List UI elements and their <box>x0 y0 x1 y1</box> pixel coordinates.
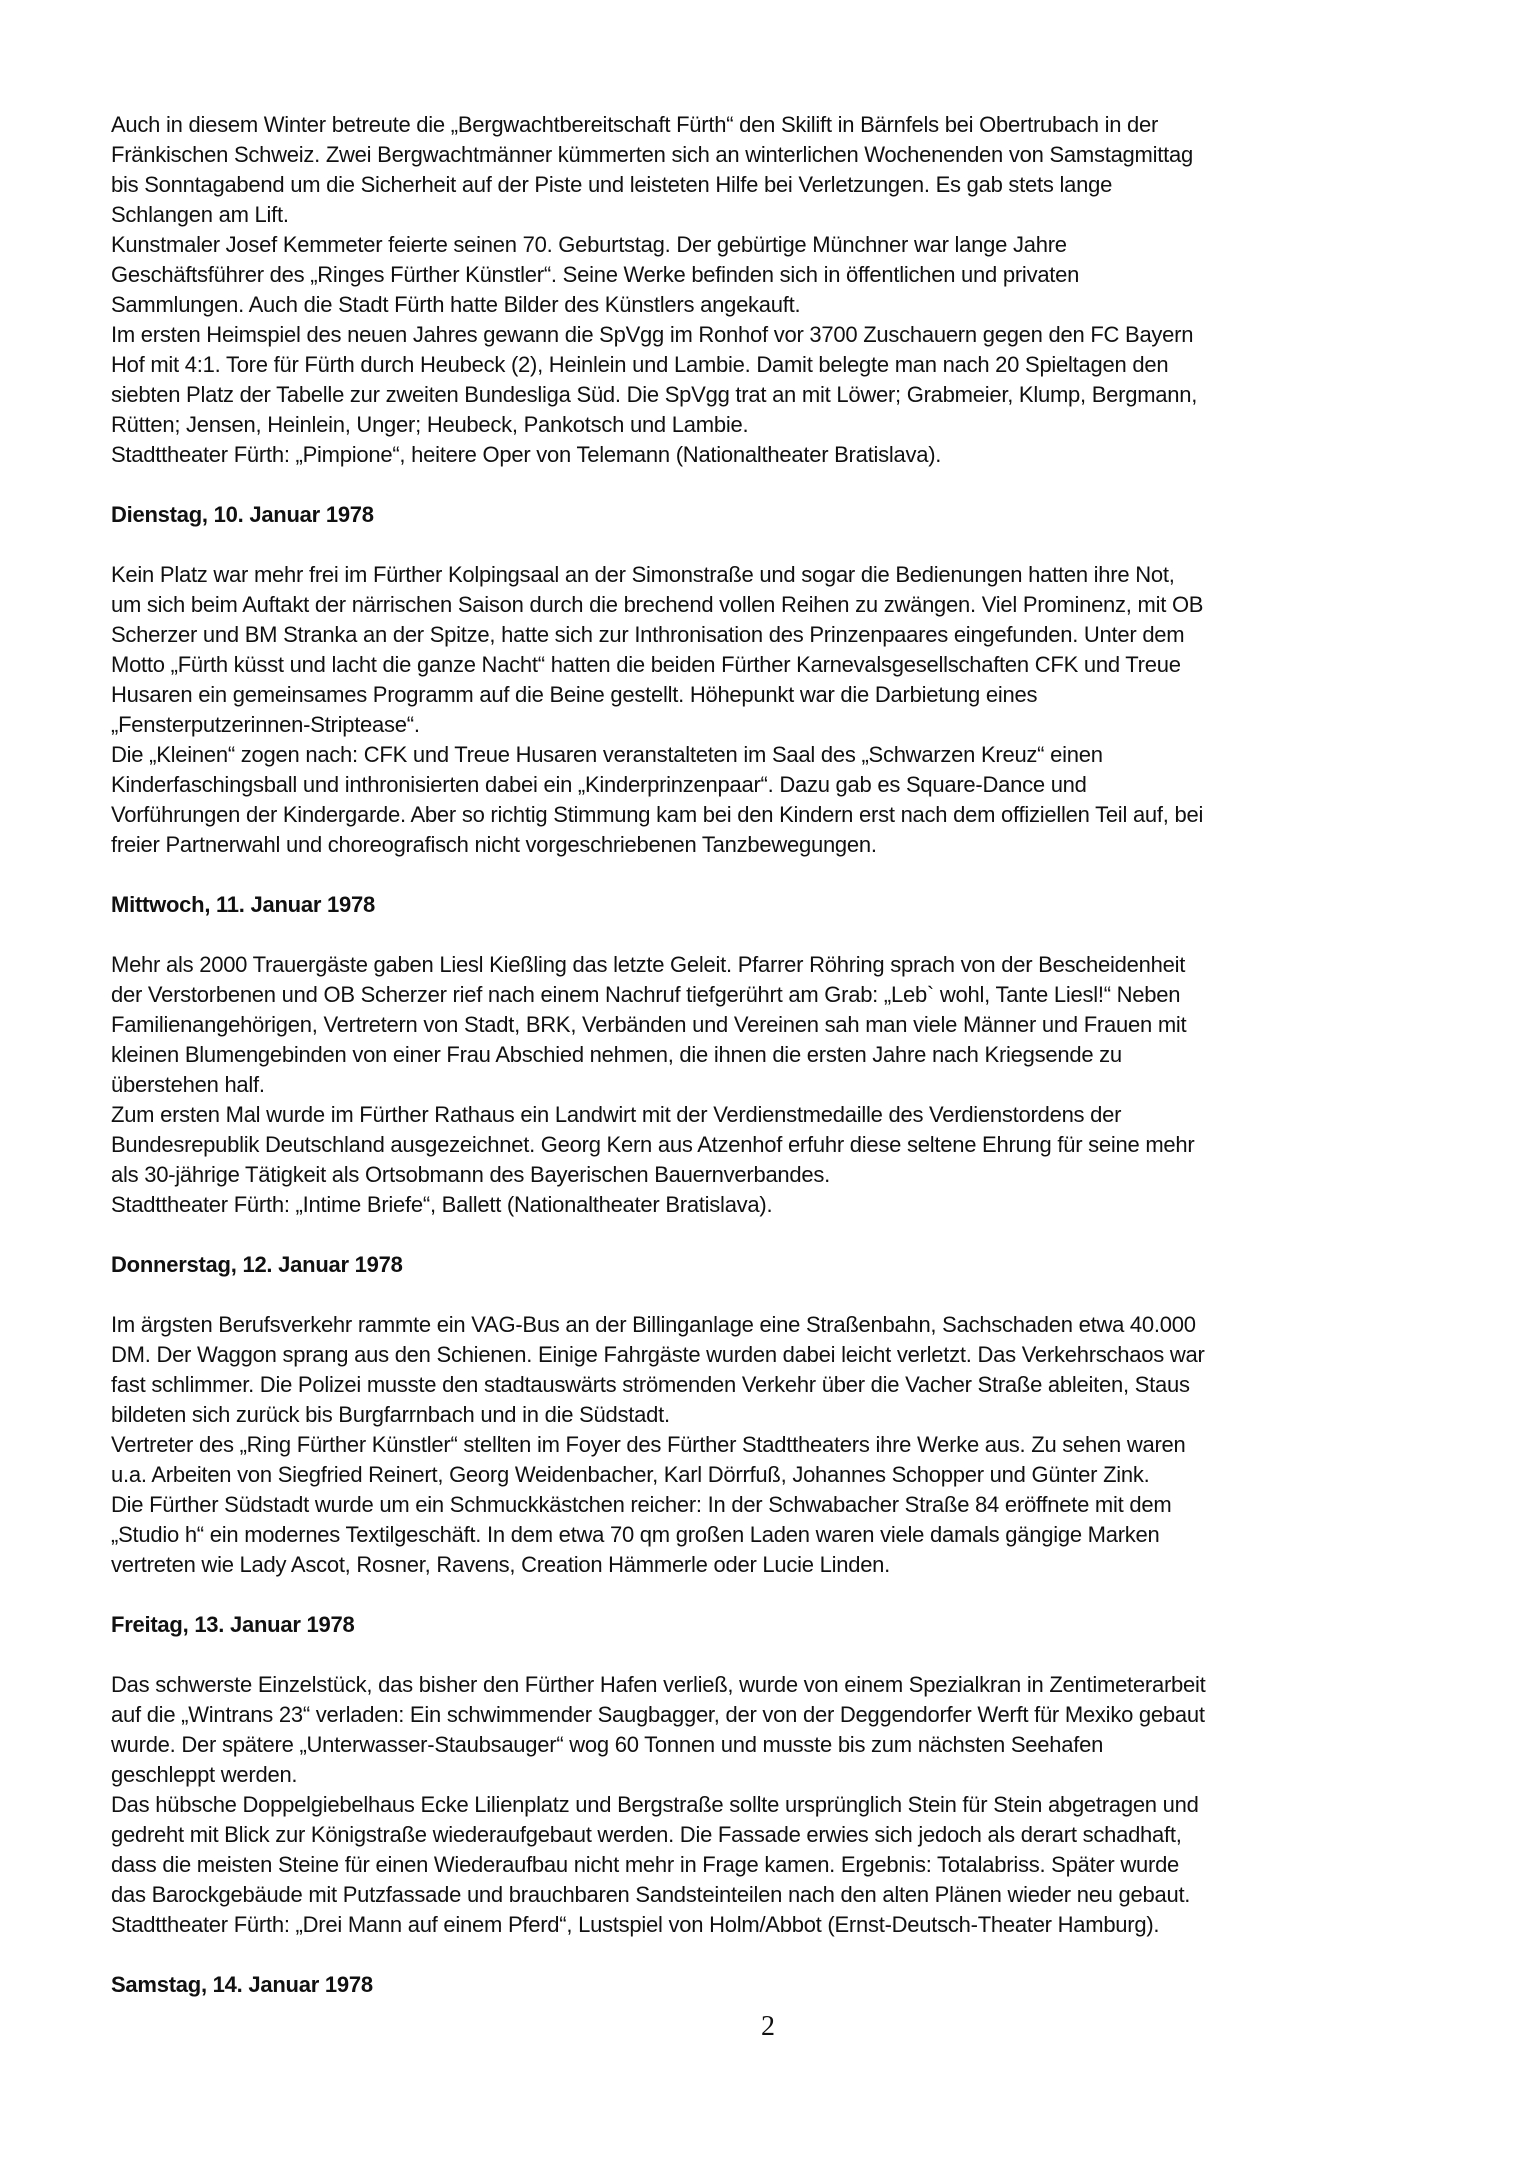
text-line: Kunstmaler Josef Kemmeter feierte seinen 70. Geburtstag. Der gebürtige Münchner war lange Jahre <box>111 232 1067 257</box>
text-line: u.a. Arbeiten von Siegfried Reinert, Georg Weidenbacher, Karl Dörrfuß, Johannes Schopper und Günter Zink. <box>111 1462 1150 1487</box>
text-line: Im ersten Heimspiel des neuen Jahres gewann die SpVgg im Ronhof vor 3700 Zuschauern gegen den FC Bayern <box>111 322 1194 347</box>
text-line: wurde. Der spätere „Unterwasser-Staubsauger“ wog 60 Tonnen und musste bis zum nächsten Seehafen <box>111 1732 1104 1757</box>
text-line: das Barockgebäude mit Putzfassade und brauchbaren Sandsteinteilen nach den alten Plänen wieder neu gebaut. <box>111 1882 1191 1907</box>
text-line: gedreht mit Blick zur Königstraße wiederaufgebaut werden. Die Fassade erwies sich jedoch als derart schadhaft, <box>111 1822 1182 1847</box>
text-line: Sammlungen. Auch die Stadt Fürth hatte Bilder des Künstlers angekauft. <box>111 292 801 317</box>
paragraph <box>111 1100 1441 1190</box>
paragraph <box>111 560 1441 740</box>
date-heading: Mittwoch, 11. Januar 1978 <box>111 892 375 917</box>
text-line: freier Partnerwahl und choreografisch nicht vorgeschriebenen Tanzbewegungen. <box>111 832 877 857</box>
paragraph <box>111 1310 1441 1430</box>
text-line: Stadttheater Fürth: „Drei Mann auf einem Pferd“, Lustspiel von Holm/Abbot (Ernst-Deutsch-Theater Hamburg). <box>111 1912 1160 1937</box>
paragraph <box>111 1190 1441 1220</box>
text-line: bis Sonntagabend um die Sicherheit auf der Piste und leisteten Hilfe bei Verletzungen. Es gab stets lange <box>111 172 1113 197</box>
text-line: fast schlimmer. Die Polizei musste den stadtauswärts strömenden Verkehr über die Vacher Straße ableiten, Staus <box>111 1372 1190 1397</box>
text-line: siebten Platz der Tabelle zur zweiten Bundesliga Süd. Die SpVgg trat an mit Löwer; Grabmeier, Klump, Bergmann, <box>111 382 1198 407</box>
text-line: bildeten sich zurück bis Burgfarrnbach und in die Südstadt. <box>111 1402 670 1427</box>
paragraph <box>111 740 1441 860</box>
text-line: dass die meisten Steine für einen Wiederaufbau nicht mehr in Frage kamen. Ergebnis: Totalabriss. Später wurde <box>111 1852 1180 1877</box>
text-line: DM. Der Waggon sprang aus den Schienen. Einige Fahrgäste wurden dabei leicht verletzt. Das Verkehrschaos war <box>111 1342 1205 1367</box>
text-line: Stadttheater Fürth: „Pimpione“, heitere Oper von Telemann (Nationaltheater Bratislava). <box>111 442 942 467</box>
text-line: als 30-jährige Tätigkeit als Ortsobmann des Bayerischen Bauernverbandes. <box>111 1162 830 1187</box>
text-line: Motto „Fürth küsst und lacht die ganze Nacht“ hatten die beiden Fürther Karnevalsgesellschaften CFK und Treue <box>111 652 1181 677</box>
date-heading: Samstag, 14. Januar 1978 <box>111 1972 373 1997</box>
dated-sections <box>111 500 1441 2000</box>
text-line: Auch in diesem Winter betreute die „Bergwachtbereitschaft Fürth“ den Skilift in Bärnfels bei Obertrubach in der <box>111 112 1159 137</box>
text-line: „Fensterputzerinnen-Striptease“. <box>111 712 420 737</box>
day-section <box>111 890 1441 1220</box>
text-line: Bundesrepublik Deutschland ausgezeichnet. Georg Kern aus Atzenhof erfuhr diese seltene Ehrung für seine mehr <box>111 1132 1195 1157</box>
text-line: Die Fürther Südstadt wurde um ein Schmuckkästchen reicher: In der Schwabacher Straße 84 eröffnete mit dem <box>111 1492 1172 1517</box>
day-section <box>111 500 1441 860</box>
text-line: Familienangehörigen, Vertretern von Stadt, BRK, Verbänden und Vereinen sah man viele Männer und Frauen mit <box>111 1012 1187 1037</box>
date-heading: Donnerstag, 12. Januar 1978 <box>111 1252 403 1277</box>
text-line: Vertreter des „Ring Fürther Künstler“ stellten im Foyer des Fürther Stadttheaters ihre Werke aus. Zu sehen waren <box>111 1432 1186 1457</box>
text-line: überstehen half. <box>111 1072 265 1097</box>
intro-section <box>111 110 1441 470</box>
paragraph <box>111 1490 1441 1580</box>
text-line: Schlangen am Lift. <box>111 202 289 227</box>
text-line: auf die „Wintrans 23“ verladen: Ein schwimmender Saugbagger, der von der Deggendorfer Werft für Mexiko gebaut <box>111 1702 1205 1727</box>
text-line: Im ärgsten Berufsverkehr rammte ein VAG-Bus an der Billinganlage eine Straßenbahn, Sachschaden etwa 40.000 <box>111 1312 1196 1337</box>
text-line: Kinderfaschingsball und inthronisierten dabei ein „Kinderprinzenpaar“. Dazu gab es Square-Dance und <box>111 772 1087 797</box>
paragraph <box>111 1670 1441 1790</box>
text-line: „Studio h“ ein modernes Textilgeschäft. In dem etwa 70 qm großen Laden waren viele damals gängige Marken <box>111 1522 1160 1547</box>
paragraph <box>111 1430 1441 1490</box>
text-line: vertreten wie Lady Ascot, Rosner, Ravens, Creation Hämmerle oder Lucie Linden. <box>111 1552 891 1577</box>
page-number: 2 <box>761 2011 775 2042</box>
text-line: geschleppt werden. <box>111 1762 298 1787</box>
date-heading: Dienstag, 10. Januar 1978 <box>111 502 374 527</box>
day-section <box>111 1610 1441 1940</box>
text-line: Das schwerste Einzelstück, das bisher den Fürther Hafen verließ, wurde von einem Spezialkran in Zentimeterarbeit <box>111 1672 1206 1697</box>
paragraph <box>111 1790 1441 1910</box>
text-line: kleinen Blumengebinden von einer Frau Abschied nehmen, die ihnen die ersten Jahre nach Kriegsende zu <box>111 1042 1122 1067</box>
text-line: Scherzer und BM Stranka an der Spitze, hatte sich zur Inthronisation des Prinzenpaares eingefunden. Unter dem <box>111 622 1185 647</box>
paragraph <box>111 320 1441 440</box>
text-line: Die „Kleinen“ zogen nach: CFK und Treue Husaren veranstalteten im Saal des „Schwarzen Kreuz“ einen <box>111 742 1103 767</box>
text-line: Das hübsche Doppelgiebelhaus Ecke Lilienplatz und Bergstraße sollte ursprünglich Stein für Stein abgetragen und <box>111 1792 1199 1817</box>
paragraph <box>111 950 1441 1100</box>
text-line: Mehr als 2000 Trauergäste gaben Liesl Kießling das letzte Geleit. Pfarrer Röhring sprach von der Bescheidenheit <box>111 952 1186 977</box>
date-heading: Freitag, 13. Januar 1978 <box>111 1612 355 1637</box>
text-line: Hof mit 4:1. Tore für Fürth durch Heubeck (2), Heinlein und Lambie. Damit belegte man nach 20 Spieltagen den <box>111 352 1169 377</box>
text-line: Vorführungen der Kindergarde. Aber so richtig Stimmung kam bei den Kindern erst nach dem offiziellen Teil auf, bei <box>111 802 1204 827</box>
text-line: Rütten; Jensen, Heinlein, Unger; Heubeck, Pankotsch und Lambie. <box>111 412 749 437</box>
paragraph <box>111 230 1441 320</box>
text-line: Zum ersten Mal wurde im Fürther Rathaus ein Landwirt mit der Verdienstmedaille des Verdienstordens der <box>111 1102 1122 1127</box>
text-line: um sich beim Auftakt der närrischen Saison durch die brechend vollen Reihen zu zwängen. Viel Prominenz, mit OB <box>111 592 1204 617</box>
text-line: Geschäftsführer des „Ringes Fürther Künstler“. Seine Werke befinden sich in öffentlichen und privaten <box>111 262 1080 287</box>
text-line: Stadttheater Fürth: „Intime Briefe“, Ballett (Nationaltheater Bratislava). <box>111 1192 773 1217</box>
paragraph <box>111 110 1441 230</box>
paragraph <box>111 1910 1441 1940</box>
text-line: Kein Platz war mehr frei im Fürther Kolpingsaal an der Simonstraße und sogar die Bedienungen hatten ihre Not, <box>111 562 1175 587</box>
document-page <box>111 110 1441 2030</box>
day-section <box>111 1970 1441 2000</box>
text-line: Husaren ein gemeinsames Programm auf die Beine gestellt. Höhepunkt war die Darbietung eines <box>111 682 1038 707</box>
text-line: Fränkischen Schweiz. Zwei Bergwachtmänner kümmerten sich an winterlichen Wochenenden von Samstagmittag <box>111 142 1193 167</box>
paragraph <box>111 440 1441 470</box>
text-line: der Verstorbenen und OB Scherzer rief nach einem Nachruf tiefgerührt am Grab: „Leb` wohl, Tante Liesl!“ Neben <box>111 982 1181 1007</box>
day-section <box>111 1250 1441 1580</box>
